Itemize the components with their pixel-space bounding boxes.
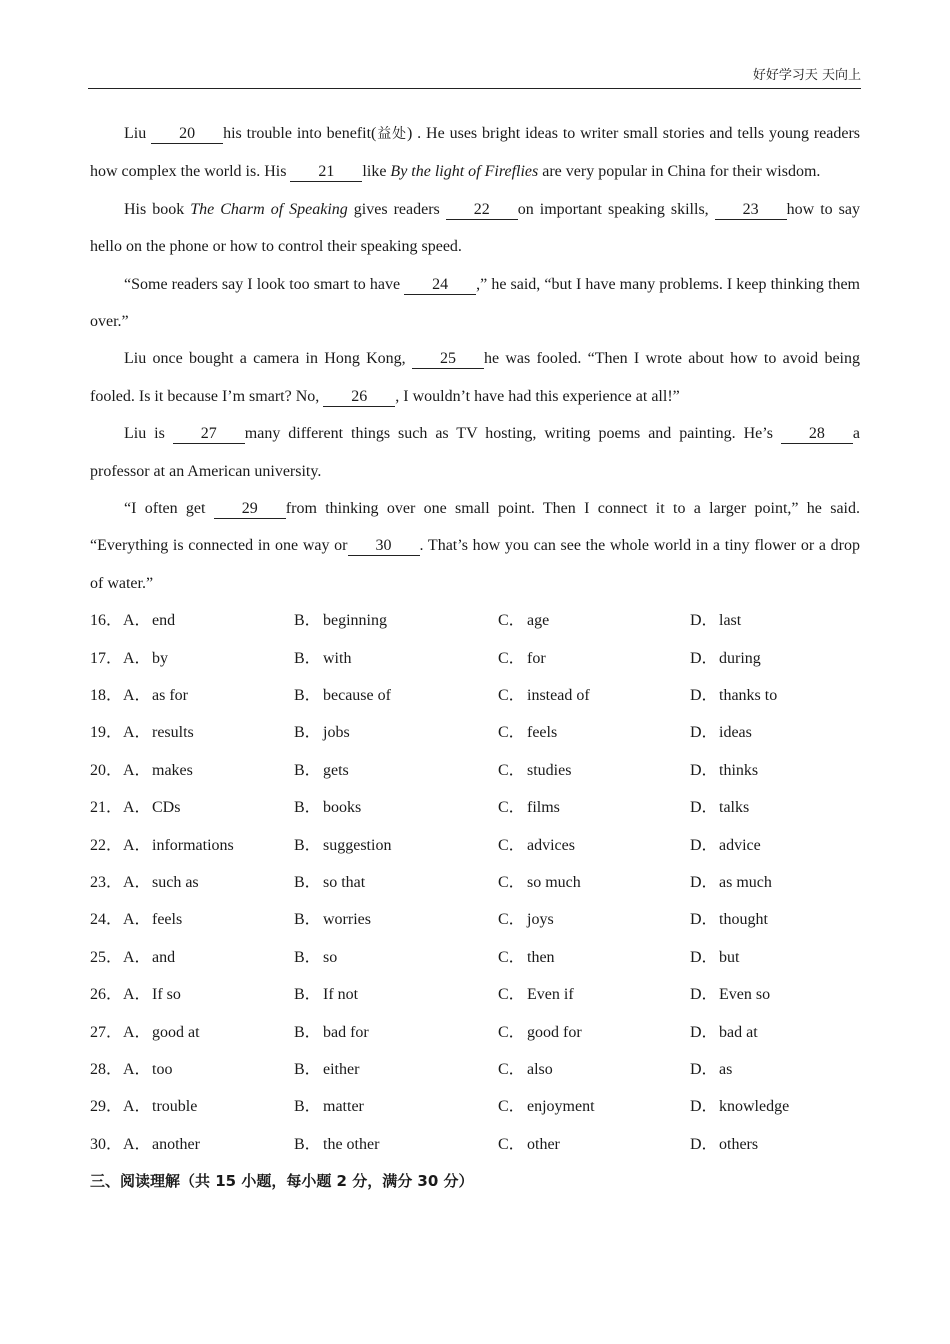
option-c[interactable]: C． other	[498, 1135, 560, 1153]
answer-blank[interactable]: 21	[290, 163, 362, 182]
option-b[interactable]: B． suggestion	[294, 836, 392, 854]
option-b[interactable]: B． If not	[294, 986, 359, 1004]
answer-blank[interactable]: 27	[173, 425, 245, 444]
question-row	[90, 1051, 860, 1088]
option-b[interactable]: B． gets	[294, 761, 349, 779]
option-a[interactable]: A．feels	[123, 911, 183, 929]
option-a[interactable]: A．as for	[123, 687, 188, 705]
answer-blank[interactable]: 25	[412, 350, 484, 369]
option-b[interactable]: B． with	[294, 649, 352, 667]
question-number: 26．	[90, 986, 123, 1004]
question-row	[90, 939, 860, 976]
option-c[interactable]: C． Even if	[498, 986, 574, 1004]
option-d[interactable]: D．Even so	[690, 986, 771, 1004]
question-row	[90, 976, 860, 1013]
cloze-passage	[90, 115, 860, 602]
option-b[interactable]: B． bad for	[294, 1023, 369, 1041]
question-row	[90, 640, 860, 677]
option-a[interactable]: A．results	[123, 724, 194, 742]
passage-paragraph: Liu 20 his trouble into benefit(益处) . He uses bright ideas to writer small stories and tells young readers how complex the world is. His 21 like By the light of Fireflies are very popular in China for their wisdom.	[90, 125, 861, 181]
answer-blank[interactable]: 26	[323, 388, 395, 407]
option-b[interactable]: B． books	[294, 799, 362, 817]
option-c[interactable]: C． advices	[498, 836, 575, 854]
option-c[interactable]: C． good for	[498, 1023, 582, 1041]
section-title: 三、阅读理解（共 15 小题，每小题 2 分，满分 30 分）	[90, 1172, 474, 1191]
page-header: 好好学习天 天向上	[88, 66, 861, 89]
question-row	[90, 677, 860, 714]
option-c[interactable]: C． so much	[498, 874, 581, 892]
option-b[interactable]: B． worries	[294, 911, 371, 929]
option-b[interactable]: B． so that	[294, 874, 366, 892]
option-c[interactable]: C． enjoyment	[498, 1098, 595, 1116]
question-number: 17．	[90, 649, 123, 667]
option-a[interactable]: A．CDs	[123, 799, 181, 817]
answer-blank[interactable]: 24	[404, 276, 476, 295]
option-d[interactable]: D．others	[690, 1135, 759, 1153]
option-d[interactable]: D．talks	[690, 799, 750, 817]
option-d[interactable]: D．thinks	[690, 761, 759, 779]
answer-blank[interactable]: 22	[446, 201, 518, 220]
option-a[interactable]: A．informations	[123, 836, 234, 854]
question-number: 25．	[90, 948, 123, 966]
option-a[interactable]: A．another	[123, 1135, 200, 1153]
option-b[interactable]: B． beginning	[294, 612, 387, 630]
answer-blank[interactable]: 23	[715, 201, 787, 220]
question-row	[90, 901, 860, 938]
option-a[interactable]: A．such as	[123, 874, 199, 892]
question-number: 23．	[90, 874, 123, 892]
book-title: By the light of Fireflies	[390, 163, 539, 181]
question-number: 19．	[90, 724, 123, 742]
option-b[interactable]: B． matter	[294, 1098, 364, 1116]
option-d[interactable]: D．as much	[690, 874, 772, 892]
option-d[interactable]: D．bad at	[690, 1023, 758, 1041]
option-a[interactable]: A．makes	[123, 761, 193, 779]
question-row	[90, 752, 860, 789]
question-number: 24．	[90, 911, 123, 929]
option-d[interactable]: D．last	[690, 612, 742, 630]
passage-paragraph: “Some readers say I look too smart to have 24 ,” he said, “but I have many problems. I keep thinking them over.”	[90, 275, 860, 331]
option-d[interactable]: D．during	[690, 649, 761, 667]
option-c[interactable]: C． then	[498, 948, 555, 966]
option-b[interactable]: B． because of	[294, 687, 391, 705]
question-number: 29．	[90, 1098, 123, 1116]
question-row	[90, 789, 860, 826]
passage-paragraph: “I often get 29 from thinking over one small point. Then I connect it to a larger point,” he said. “Everything is connected in one way or 30 . That’s how you can see the whole world in a tiny flower or a drop of water.”	[90, 500, 860, 592]
option-c[interactable]: C． films	[498, 799, 560, 817]
question-number: 27．	[90, 1023, 123, 1041]
option-d[interactable]: D．thought	[690, 911, 768, 929]
question-row	[90, 1088, 860, 1125]
option-b[interactable]: B． so	[294, 948, 338, 966]
question-row	[90, 1014, 860, 1051]
option-a[interactable]: A．If so	[123, 986, 181, 1004]
option-c[interactable]: C． age	[498, 612, 550, 630]
answer-blank[interactable]: 30	[348, 537, 420, 556]
answer-blank[interactable]: 20	[151, 125, 223, 144]
option-a[interactable]: A．end	[123, 612, 176, 630]
question-number: 30．	[90, 1135, 123, 1153]
option-d[interactable]: D．but	[690, 948, 740, 966]
option-a[interactable]: A．good at	[123, 1023, 200, 1041]
option-d[interactable]: D．knowledge	[690, 1098, 790, 1116]
option-d[interactable]: D．advice	[690, 836, 761, 854]
question-row	[90, 602, 860, 639]
passage-paragraph: Liu is 27 many different things such as TV hosting, writing poems and painting. He’s 28 a professor at an American university.	[90, 425, 861, 480]
option-c[interactable]: C． feels	[498, 724, 558, 742]
option-d[interactable]: D．thanks to	[690, 687, 778, 705]
option-b[interactable]: B． the other	[294, 1135, 380, 1153]
option-c[interactable]: C． for	[498, 649, 546, 667]
option-a[interactable]: A．and	[123, 948, 176, 966]
question-row	[90, 827, 860, 864]
question-number: 20．	[90, 761, 123, 779]
option-a[interactable]: A．trouble	[123, 1098, 198, 1116]
document-body	[90, 115, 860, 1201]
passage-paragraph: His book The Charm of Speaking gives readers 22 on important speaking skills, 23 how to say hello on the phone or how to control their speaking speed.	[90, 200, 861, 256]
option-d[interactable]: D．ideas	[690, 724, 752, 742]
passage-paragraph: Liu once bought a camera in Hong Kong, 25 he was fooled. “Then I wrote about how to avoid being fooled. Is it because I’m smart? No, 26 , I wouldn’t have had this experience at all!”	[90, 350, 860, 405]
question-number: 18．	[90, 687, 123, 705]
question-row	[90, 714, 860, 751]
question-number: 22．	[90, 836, 123, 854]
question-number: 28．	[90, 1060, 123, 1078]
option-a[interactable]: A．too	[123, 1060, 173, 1078]
answer-blank[interactable]: 28	[781, 425, 853, 444]
question-options	[90, 602, 860, 1163]
question-number: 16．	[90, 612, 123, 630]
question-row	[90, 1126, 860, 1163]
question-row	[90, 864, 860, 901]
option-d[interactable]: D．as	[690, 1060, 733, 1078]
option-a[interactable]: A．by	[123, 649, 168, 667]
option-c[interactable]: C． also	[498, 1060, 553, 1078]
question-number: 21．	[90, 799, 123, 817]
option-c[interactable]: C． studies	[498, 761, 572, 779]
option-b[interactable]: B． either	[294, 1060, 360, 1078]
option-b[interactable]: B． jobs	[294, 724, 350, 742]
book-title: The Charm of Speaking	[190, 200, 348, 218]
option-c[interactable]: C． instead of	[498, 687, 590, 705]
option-c[interactable]: C． joys	[498, 911, 554, 929]
answer-blank[interactable]: 29	[214, 500, 286, 519]
